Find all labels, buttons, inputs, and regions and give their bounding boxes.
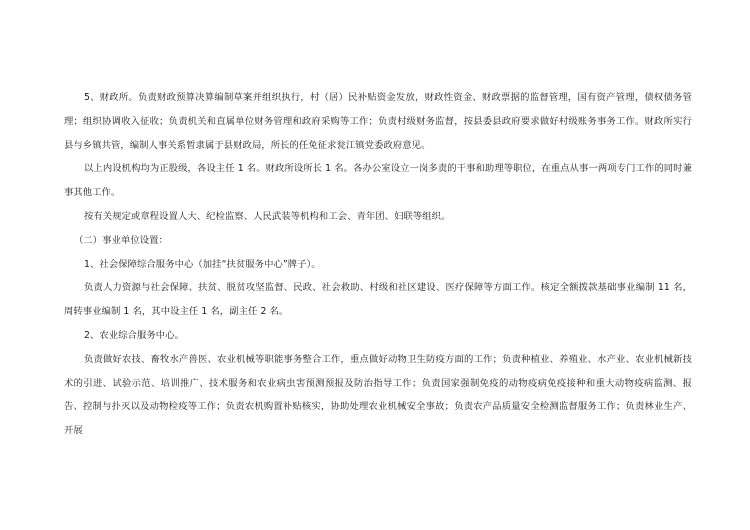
paragraph-finance-office: 5、财政所。负责财政预算决算编制草案并组织执行，村（居）民补贴资金发放，财政性资金、财政票据的监督管理，国有资产管理，债权债务管理；组织协调收入征收；负责机关和直属单位财务管理和政府采购等工作；负责村级财务监督，按县委县政府要求做好村级账务事务工作。财政所实行县与乡镇共管，编制人事关系暂隶属于县财政局，所长的任免征求瓮江镇党委政府意见。 xyxy=(64,92,692,151)
item-heading-social-security-center: 1、社会保障综合服务中心（加挂“扶贫服务中心”牌子）。 xyxy=(84,258,321,270)
paragraph-social-security-duties: 负责人力资源与社会保障、扶贫、脱贫攻坚监督、民政、社会救助、村级和社区建设、医疗保障等方面工作。核定全额拨款基础事业编制 11 名，周转事业编制 1 名，其中设主任 1 名，副主任 2 名。 xyxy=(64,282,692,318)
section-heading-public-institutions: （二）事业单位设置： xyxy=(74,234,168,246)
item-heading-agriculture-center: 2、农业综合服务中心。 xyxy=(84,329,184,341)
document-page xyxy=(64,86,692,443)
paragraph-agriculture-duties: 负责做好农技、畜牧水产兽医、农业机械等职能事务整合工作，重点做好动物卫生防疫方面的工作；负责种植业、养殖业、水产业、农业机械新技术的引进、试验示范、培训推广、技术服务和农业病虫害预测预报及防治指导工作；负责国家强制免疫的动物疫病免疫接种和重大动物疫病监测、报告、控制与扑灭以及动物检疫等工作；负责农机购置补贴核实，协助处理农业机械安全事故；负责农产品质量安全检测监督服务工作；负责林业生产、开展 xyxy=(64,353,692,437)
paragraph-organizations: 按有关规定或章程设置人大、纪检监察、人民武装等机构和工会、青年团、妇联等组织。 xyxy=(84,210,451,222)
paragraph-internal-institutions: 以上内设机构均为正股级，各设主任 1 名。财政所设所长 1 名。各办公室设立一岗多责的干事和助理等职位，在重点从事一两项专门工作的同时兼事其他工作。 xyxy=(64,163,692,199)
